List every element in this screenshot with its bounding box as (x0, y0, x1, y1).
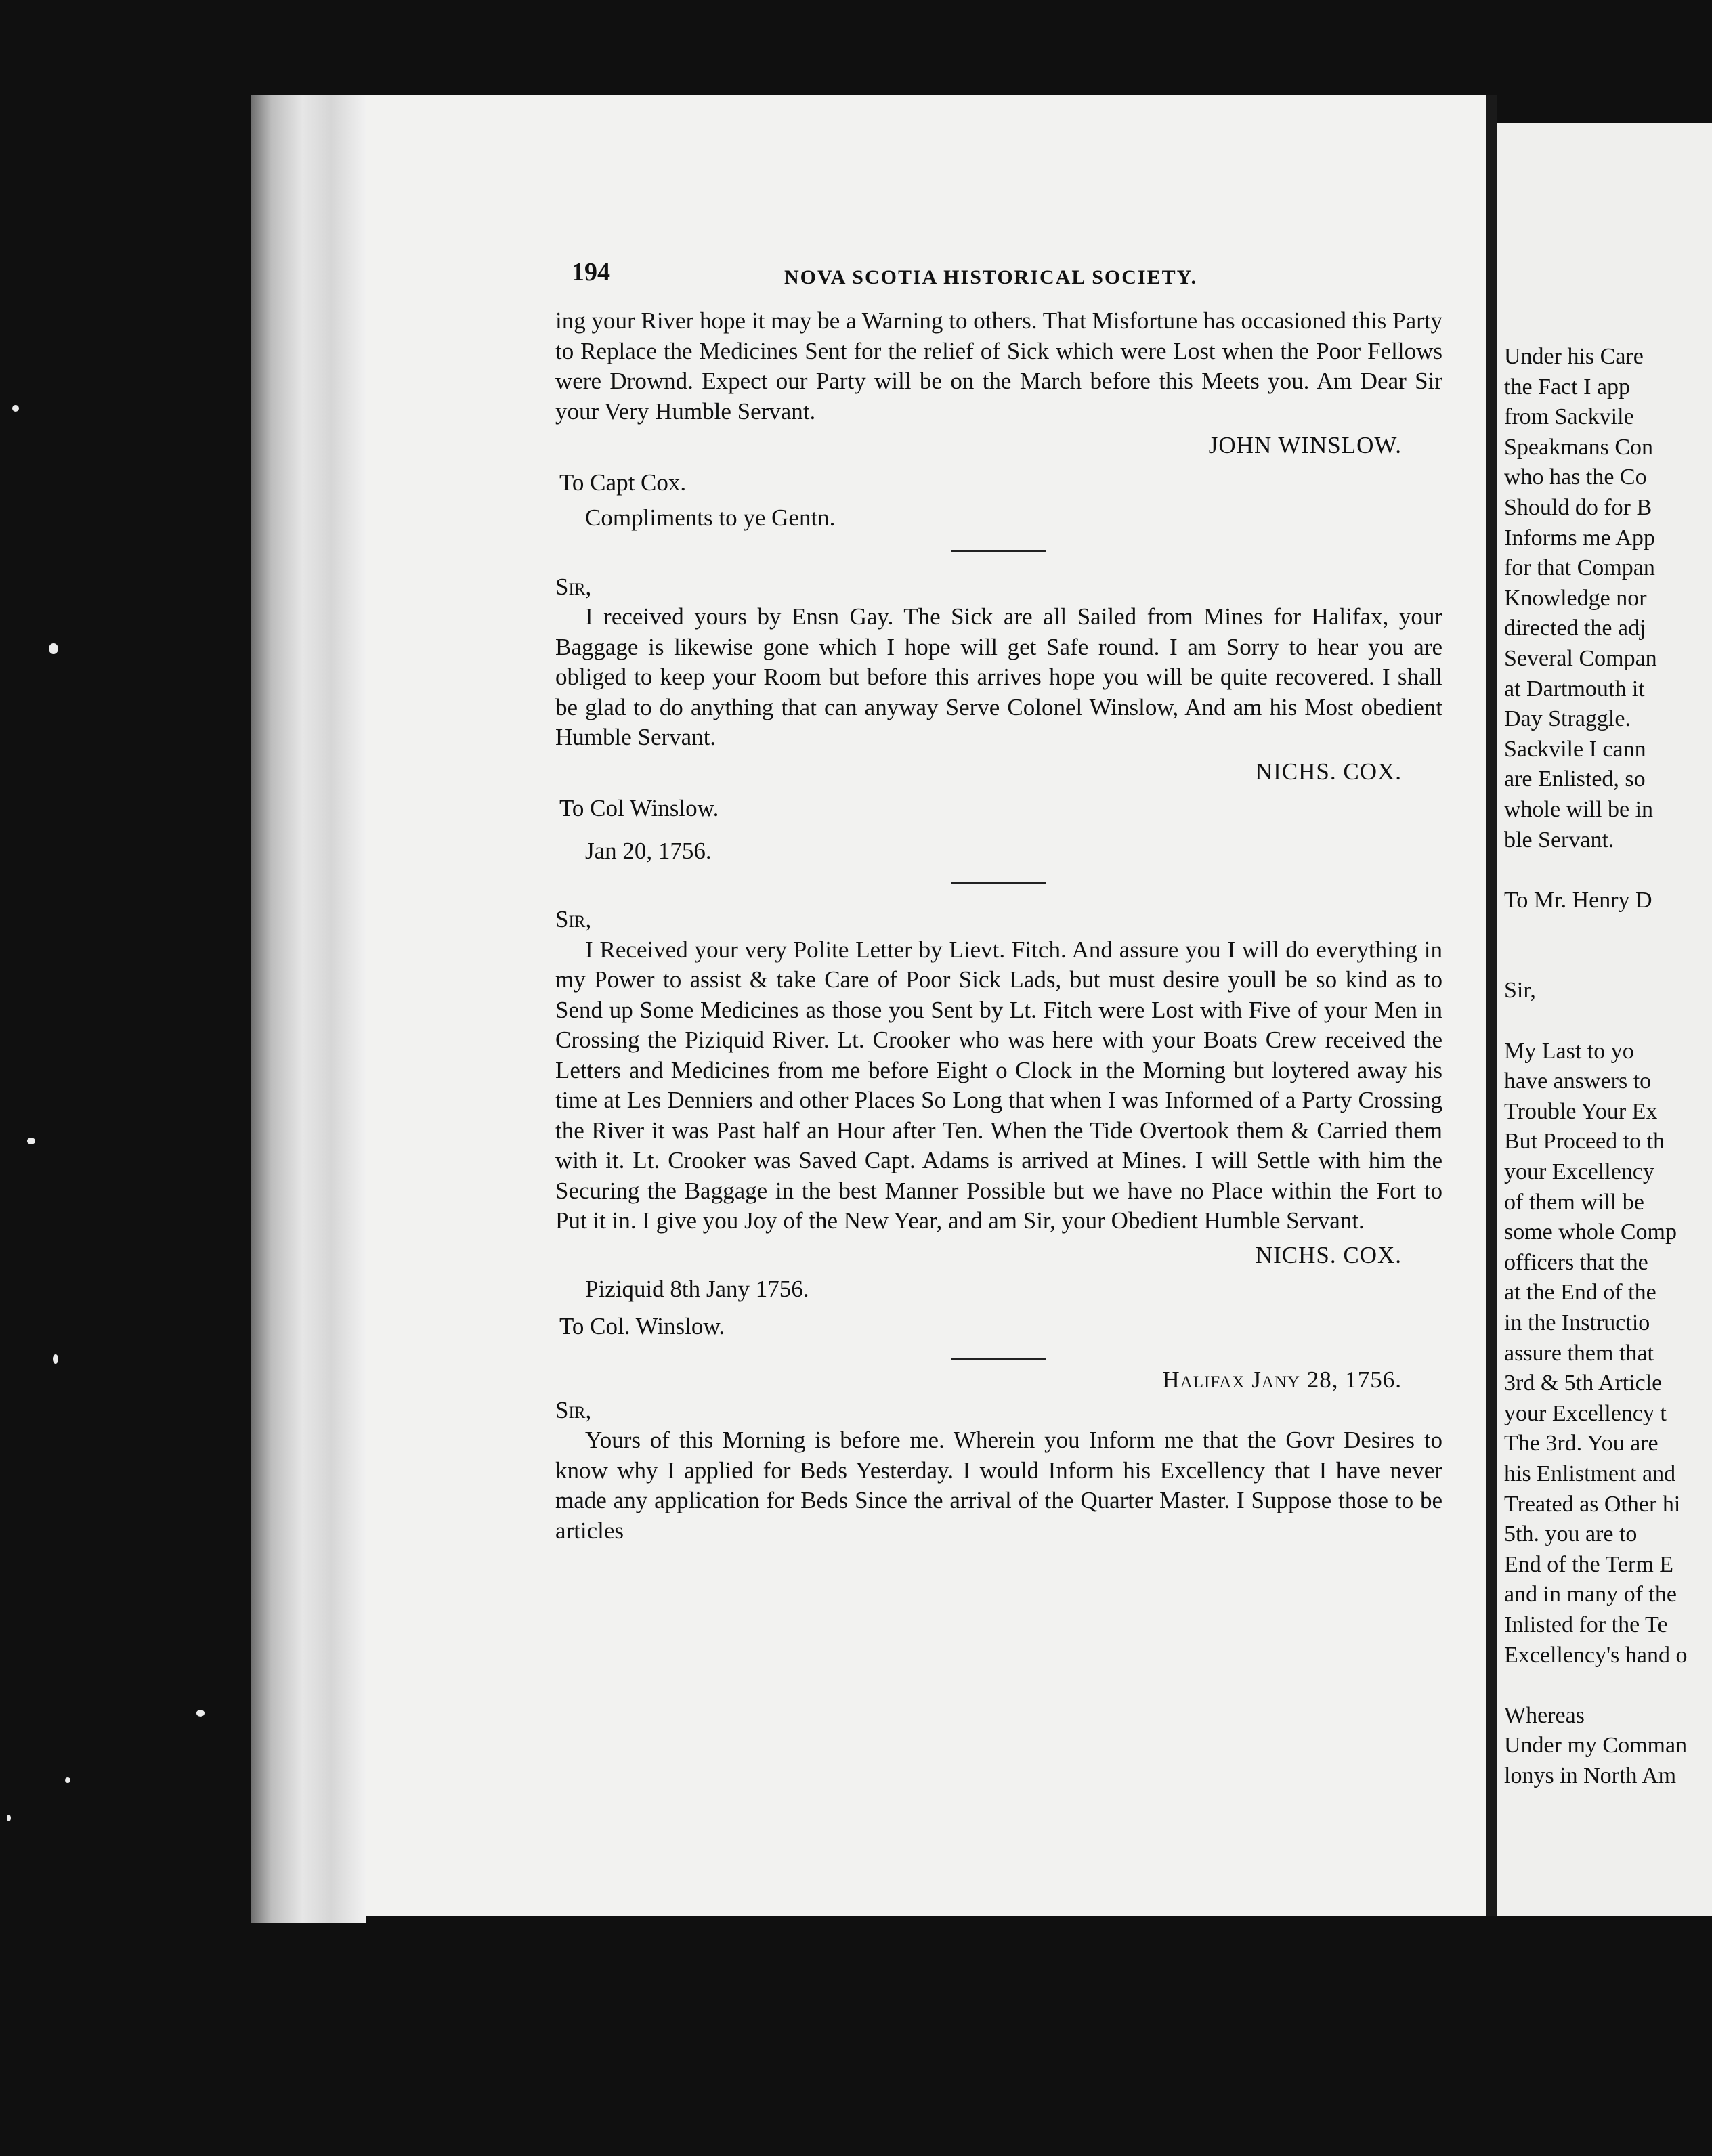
facing-page-line: Trouble Your Ex (1504, 1098, 1658, 1124)
facing-page-line: have answers to (1504, 1069, 1652, 1094)
facing-page-line: ble Servant. (1504, 827, 1614, 853)
facing-page-line: But Proceed to th (1504, 1129, 1665, 1155)
letter-1-addressee: To Capt Cox. (559, 469, 687, 496)
facing-page-line: your Excellency t (1504, 1400, 1667, 1426)
section-divider (951, 882, 1046, 884)
letter-2-date: Jan 20, 1756. (585, 837, 712, 864)
letter-3-signature: NICHS. COX. (1255, 1241, 1402, 1268)
facing-page-line: some whole Comp (1504, 1220, 1677, 1245)
facing-page-line: 5th. you are to (1504, 1522, 1638, 1547)
facing-page-line: My Last to yo (1504, 1038, 1634, 1064)
facing-page-line: in the Instructio (1504, 1310, 1650, 1335)
facing-page-line: Whereas (1504, 1702, 1585, 1728)
letter-3-place-date: Piziquid 8th Jany 1756. (585, 1276, 809, 1302)
facing-page-line: To Mr. Henry D (1504, 887, 1652, 913)
facing-page-line: and in many of the (1504, 1582, 1677, 1608)
book-gutter (1486, 95, 1497, 1916)
facing-page-line: Treated as Other hi (1504, 1491, 1681, 1517)
facing-page-line: Several Compan (1504, 645, 1657, 671)
letter-2-addressee: To Col Winslow. (559, 795, 719, 821)
dust-speck (49, 643, 58, 654)
facing-page-line: Should do for B (1504, 494, 1652, 520)
facing-page-line: officers that the (1504, 1249, 1648, 1275)
letter-4-body: Yours of this Morning is before me. Wherein you Inform me that the Govr Desires to know why I applied for Beds Yesterday. I would Inform his Excellency that I have never made any application for Beds Since the arrival of the Quarter Master. I Suppose those to be articles (555, 1427, 1442, 1544)
facing-page-line: whole will be in (1504, 796, 1654, 822)
letter-2-salutation: Sir, (555, 573, 592, 600)
facing-page-line: of them will be (1504, 1189, 1644, 1215)
dust-speck (53, 1354, 58, 1364)
facing-page-text (1504, 342, 1712, 1792)
letter-4-dateline: Halifax Jany 28, 1756. (1162, 1366, 1402, 1393)
section-divider (951, 550, 1046, 552)
facing-page-line: Sir, (1504, 978, 1536, 1004)
facing-page-line: assure them that (1504, 1340, 1654, 1366)
facing-page-line: are Enlisted, so (1504, 767, 1646, 792)
letter-4-salutation: Sir, (555, 1396, 592, 1423)
facing-page-line: Under his Care (1504, 344, 1644, 369)
section-divider (951, 1358, 1046, 1360)
facing-page-line: at the End of the (1504, 1280, 1656, 1306)
left-page-text (555, 257, 1442, 1546)
facing-page-line: your Excellency (1504, 1159, 1654, 1185)
book-page-edges (251, 95, 366, 1923)
facing-page-line: for that Compan (1504, 555, 1655, 581)
facing-page-line: lonys in North Am (1504, 1763, 1677, 1788)
letter-3-salutation: Sir, (555, 906, 592, 932)
dust-speck (196, 1710, 205, 1717)
facing-page-line: the Fact I app (1504, 374, 1630, 400)
facing-page-line: at Dartmouth it (1504, 676, 1645, 702)
facing-page-line: Speakmans Con (1504, 434, 1654, 460)
dust-speck (12, 405, 19, 412)
facing-page-blank (1504, 915, 1712, 946)
facing-page-line: End of the Term E (1504, 1551, 1674, 1577)
facing-page-line: Informs me App (1504, 525, 1655, 551)
letter-1-signature: JOHN WINSLOW. (1208, 432, 1402, 458)
facing-page-line: his Enlistment and (1504, 1461, 1676, 1486)
letter-3-body: I Received your very Polite Letter by Lievt. Fitch. And assure you I will do everything in my Power to assist & take Care of Poor Sick Lads, but must desire youll be so kind as to Send up Some Medicines as those you Sent by Lt. Fitch were Lost with Five of your Men in Crossing the Piziquid River. Lt. Crooker who was here with your Boats Crew received the Letters and Medicines from me before Eight o Clock in the Morning but loytered away his time at Les Denniers and other Places So Long that when I was Informed of a Party Crossing the River it was Past half an Hour after Ten. When the Tide Overtook them & Carried them with it. Lt. Crooker was Saved Capt. Adams is arrived at Mines. I will Settle with him the Securing the Baggage in the best Manner Possible but we have no Place within the Fort to Put it in. I give you Joy of the New Year, and am Sir, your Obedient Humble Servant. (555, 936, 1442, 1234)
letter-1-body: ing your River hope it may be a Warning to others. That Misfortune has occasioned this Party to Replace the Medicines Sent for the relief of Sick which were Lost when the Poor Fellows were Drownd. Expect our Party will be on the March before this Meets you. Am Dear Sir your Very Humble Servant. (555, 307, 1442, 425)
facing-page-line: 3rd & 5th Article (1504, 1371, 1663, 1396)
facing-page-line: from Sackvile (1504, 404, 1634, 430)
letter-2-body: I received yours by Ensn Gay. The Sick are all Sailed from Mines for Halifax, your Baggage is likewise gone which I hope will get Safe round. I am Sorry to hear you are obliged to keep your Room but before this arrives hope you will be quite recovered. I shall be glad to do anything that can anyway Serve Colonel Winslow, And am his Most obedient Humble Servant. (555, 603, 1442, 750)
facing-page-line: The 3rd. You are (1504, 1431, 1658, 1457)
facing-page-line: Knowledge nor (1504, 585, 1647, 611)
facing-page-line: Excellency's hand o (1504, 1642, 1688, 1668)
page-header (555, 257, 1442, 306)
letter-1-note: Compliments to ye Gentn. (585, 504, 836, 531)
letter-3-addressee: To Col. Winslow. (559, 1312, 725, 1339)
dust-speck (27, 1138, 35, 1144)
facing-page-blank (1504, 946, 1712, 976)
facing-page-blank (1504, 1670, 1712, 1701)
facing-page-line: Under my Comman (1504, 1733, 1688, 1759)
dust-speck (7, 1815, 11, 1821)
running-head: NOVA SCOTIA HISTORICAL SOCIETY. (784, 266, 1197, 288)
page-number: 194 (572, 258, 610, 286)
letter-2-signature: NICHS. COX. (1255, 758, 1402, 785)
facing-page-line: Sackvile I cann (1504, 736, 1646, 762)
facing-page-line: directed the adj (1504, 616, 1646, 641)
facing-page-line: Day Straggle. (1504, 706, 1631, 732)
facing-page-line: Inlisted for the Te (1504, 1612, 1668, 1637)
facing-page-blank (1504, 855, 1712, 886)
facing-page-line: who has the Co (1504, 465, 1647, 490)
dust-speck (65, 1777, 70, 1783)
facing-page-blank (1504, 1006, 1712, 1037)
